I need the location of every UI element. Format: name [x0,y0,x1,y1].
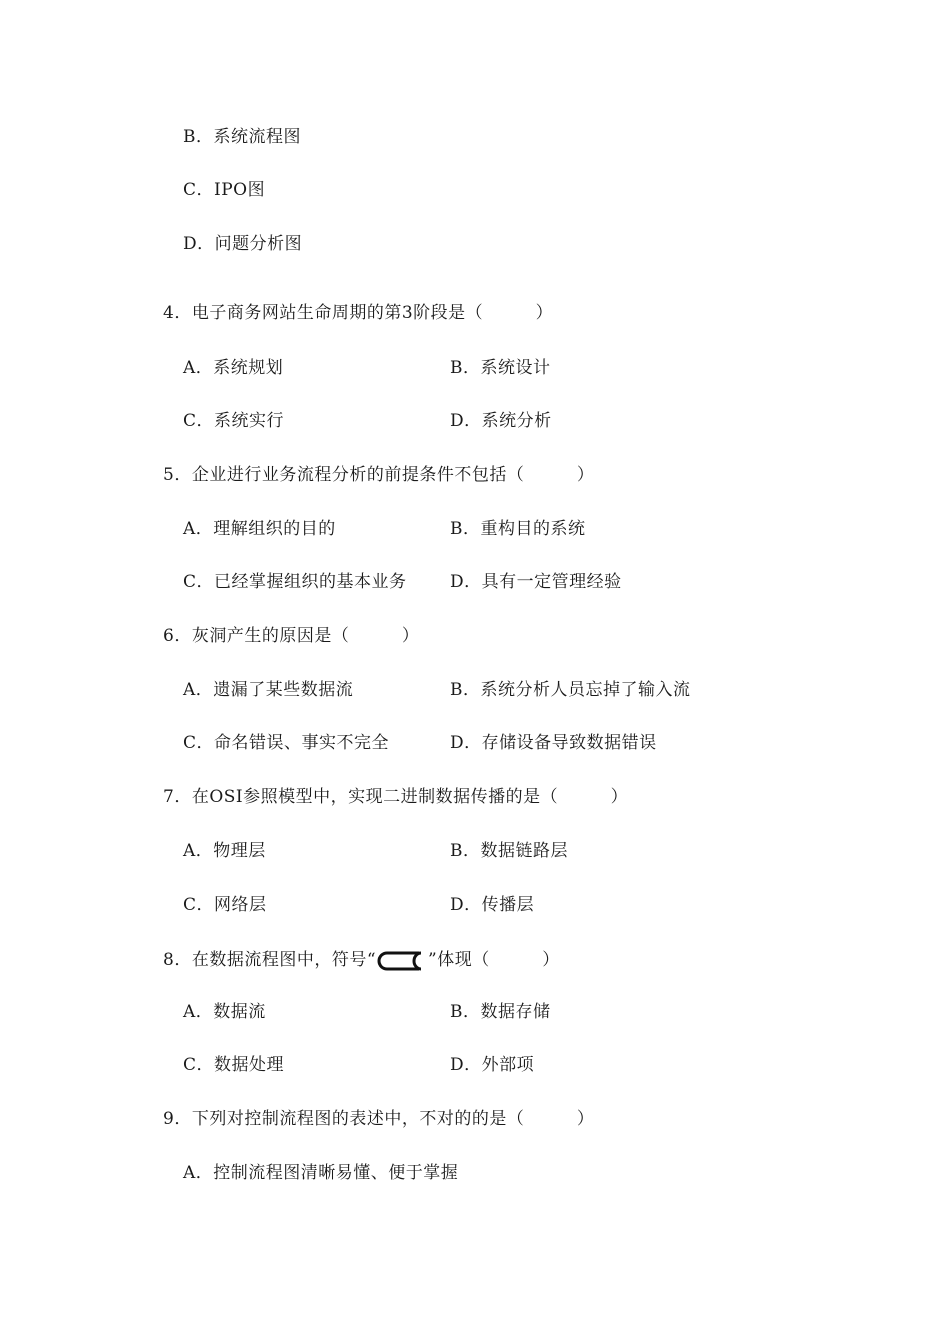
question-5-option-a: A．理解组织的目的 [183,519,336,539]
question-5-option-d: D．具有一定管理经验 [450,572,622,592]
data-store-symbol-icon [377,951,427,971]
question-4-option-c: C．系统实行 [183,411,285,431]
question-8-option-a: A．数据流 [183,1002,266,1022]
question-4-stem: 4．电子商务网站生命周期的第3阶段是（ ） [163,303,554,323]
question-6-option-b: B．系统分析人员忘掉了输入流 [450,680,691,700]
question-4-option-d: D．系统分析 [450,411,552,431]
option-prev-b: B．系统流程图 [183,127,301,147]
question-7-option-b: B．数据链路层 [450,841,568,861]
question-5-stem: 5．企业进行业务流程分析的前提条件不包括（ ） [163,465,595,485]
question-8-stem-after: ”体现（ ） [428,950,560,970]
question-9-option-a: A．控制流程图清晰易懂、便于掌握 [183,1163,459,1183]
question-4-option-a: A．系统规划 [183,358,284,378]
question-9-stem: 9．下列对控制流程图的表述中，不对的的是（ ） [163,1109,595,1129]
option-prev-c: C．IPO图 [183,180,266,200]
question-8-option-b: B．数据存储 [450,1002,551,1022]
question-5-option-b: B．重构目的系统 [450,519,586,539]
question-6-option-a: A．遗漏了某些数据流 [183,680,354,700]
question-5-option-c: C．已经掌握组织的基本业务 [183,572,407,592]
question-7-option-d: D．传播层 [450,895,535,915]
question-8-option-d: D．外部项 [450,1055,535,1075]
question-7-option-c: C．网络层 [183,895,267,915]
question-7-stem: 7．在OSI参照模型中，实现二进制数据传播的是（ ） [163,787,629,807]
question-8-stem [163,949,560,971]
question-4-option-b: B．系统设计 [450,358,551,378]
question-6-option-d: D．存储设备导致数据错误 [450,733,657,753]
question-7-option-a: A．物理层 [183,841,266,861]
question-8-stem-before: 8．在数据流程图中，符号“ [163,950,377,970]
question-6-stem: 6．灰洞产生的原因是（ ） [163,626,420,646]
question-8-option-c: C．数据处理 [183,1055,285,1075]
option-prev-d: D．问题分析图 [183,234,303,254]
question-6-option-c: C．命名错误、事实不完全 [183,733,390,753]
